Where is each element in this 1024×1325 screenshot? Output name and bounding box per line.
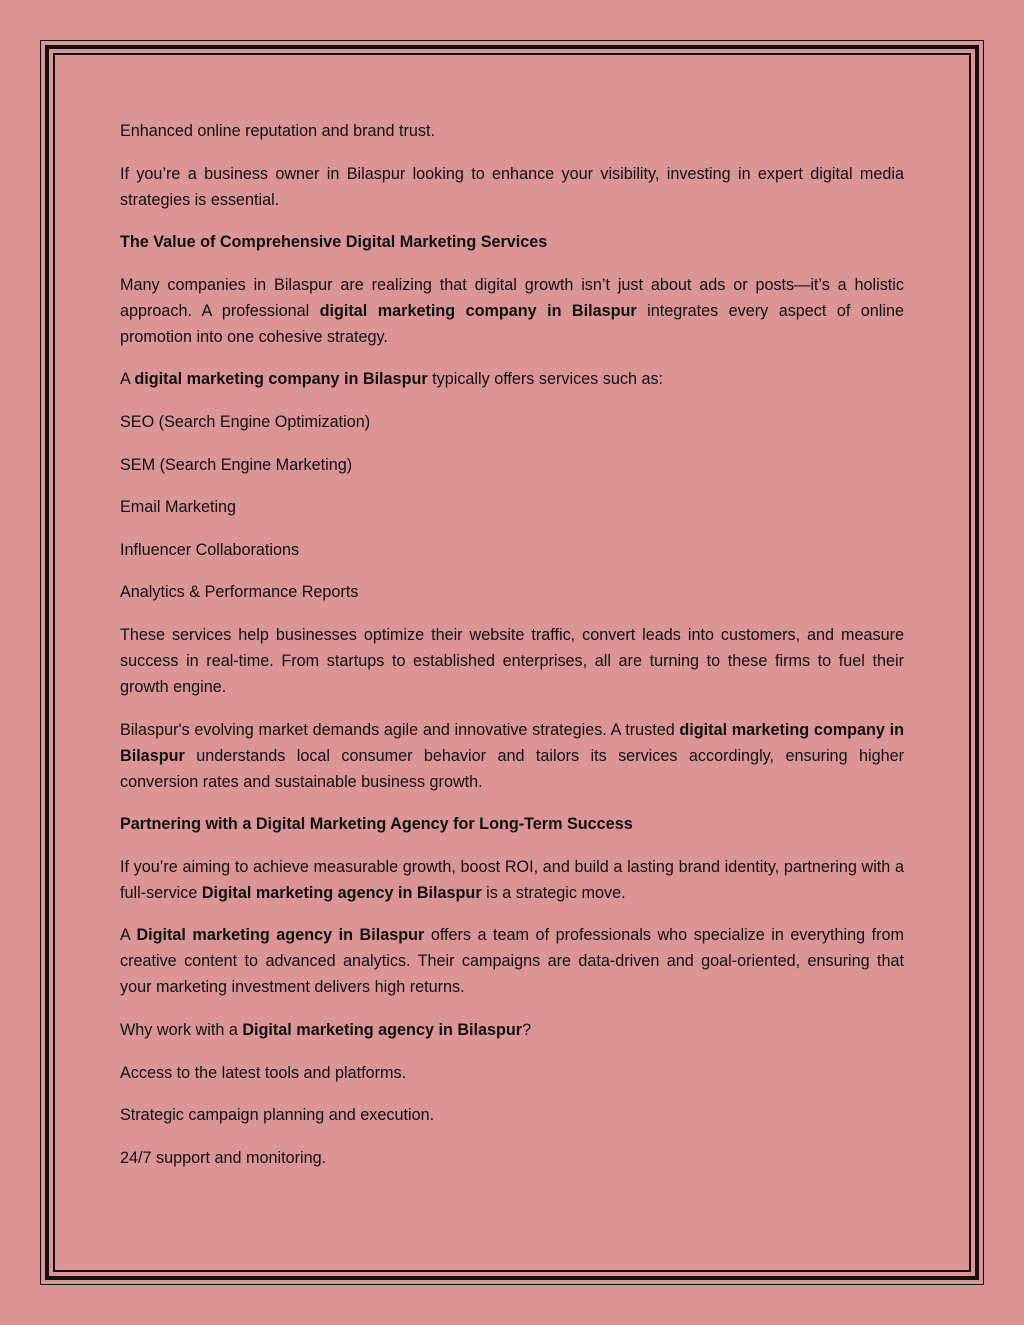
text-segment: Why work with a: [120, 1020, 243, 1039]
paragraph-reputation: Enhanced online reputation and brand trust.: [120, 122, 435, 140]
document-body: [120, 118, 904, 1187]
service-item: SEO (Search Engine Optimization): [120, 412, 371, 431]
service-item: Email Marketing: [120, 498, 237, 517]
service-item: SEM (Search Engine Marketing): [120, 455, 353, 474]
keyword-bold: Digital marketing agency in Bilaspur: [201, 883, 482, 902]
benefit-item: 24/7 support and monitoring.: [120, 1148, 327, 1167]
text-segment: offers a team of professionals who specialize in everything from creative content to advanced analytics. Their campaigns are data-driven and goal-oriented, ensuring that your marketing investment delivers high returns.: [120, 926, 904, 997]
service-item: Influencer Collaborations: [120, 540, 300, 559]
paragraph-services-help: These services help businesses optimize their website traffic, convert leads into customers, and measure success in real-time. From startups to established enterprises, all are turning to these firms to fuel their growth engine.: [120, 625, 904, 696]
keyword-bold: Digital marketing agency in Bilaspur: [136, 926, 425, 945]
keyword-bold: digital marketing company in Bilaspur: [319, 301, 637, 320]
text-segment: Many companies in Bilaspur are realizing that digital growth isn’t just about ads or posts—it’s a holistic approach. A professional: [120, 275, 904, 320]
text-segment: understands local consumer behavior and tailors its services accordingly, ensuring higher conversion rates and sustainable business growth.: [120, 746, 904, 791]
service-item: Analytics & Performance Reports: [120, 583, 359, 602]
text-segment: If you’re aiming to achieve measurable growth, boost ROI, and build a lasting brand identity, partnering with a full-service: [120, 857, 904, 902]
keyword-bold: Digital marketing agency in Bilaspur: [242, 1020, 523, 1039]
paragraph-why-work: [120, 1017, 904, 1043]
text-segment: A: [120, 926, 137, 945]
paragraph-evolving-market: [120, 717, 904, 795]
text-segment: ?: [522, 1020, 532, 1039]
keyword-bold: digital marketing company in Bilaspur: [120, 720, 904, 765]
paragraph-services-intro: [120, 366, 904, 392]
keyword-bold: digital marketing company in Bilaspur: [134, 370, 428, 389]
text-segment: typically offers services such as:: [427, 370, 664, 389]
benefit-item: Strategic campaign planning and execution.: [120, 1106, 435, 1125]
text-segment: A: [120, 370, 135, 389]
paragraph-measurable-growth: [120, 854, 904, 906]
paragraph-holistic-approach: [120, 272, 904, 350]
text-segment: Bilaspur's evolving market demands agile and innovative strategies. A trusted: [120, 720, 680, 739]
benefit-item: Access to the latest tools and platforms.: [120, 1063, 407, 1082]
paragraph-business-owner: If you’re a business owner in Bilaspur looking to enhance your visibility, investing in expert digital media strategies is essential.: [120, 164, 904, 209]
text-segment: integrates every aspect of online promotion into one cohesive strategy.: [120, 301, 904, 346]
heading-value-services: The Value of Comprehensive Digital Marketing Services: [120, 233, 548, 252]
paragraph-agency-team: [120, 922, 904, 1000]
text-segment: is a strategic move.: [481, 883, 626, 902]
heading-partnering: Partnering with a Digital Marketing Agency for Long-Term Success: [120, 815, 633, 834]
